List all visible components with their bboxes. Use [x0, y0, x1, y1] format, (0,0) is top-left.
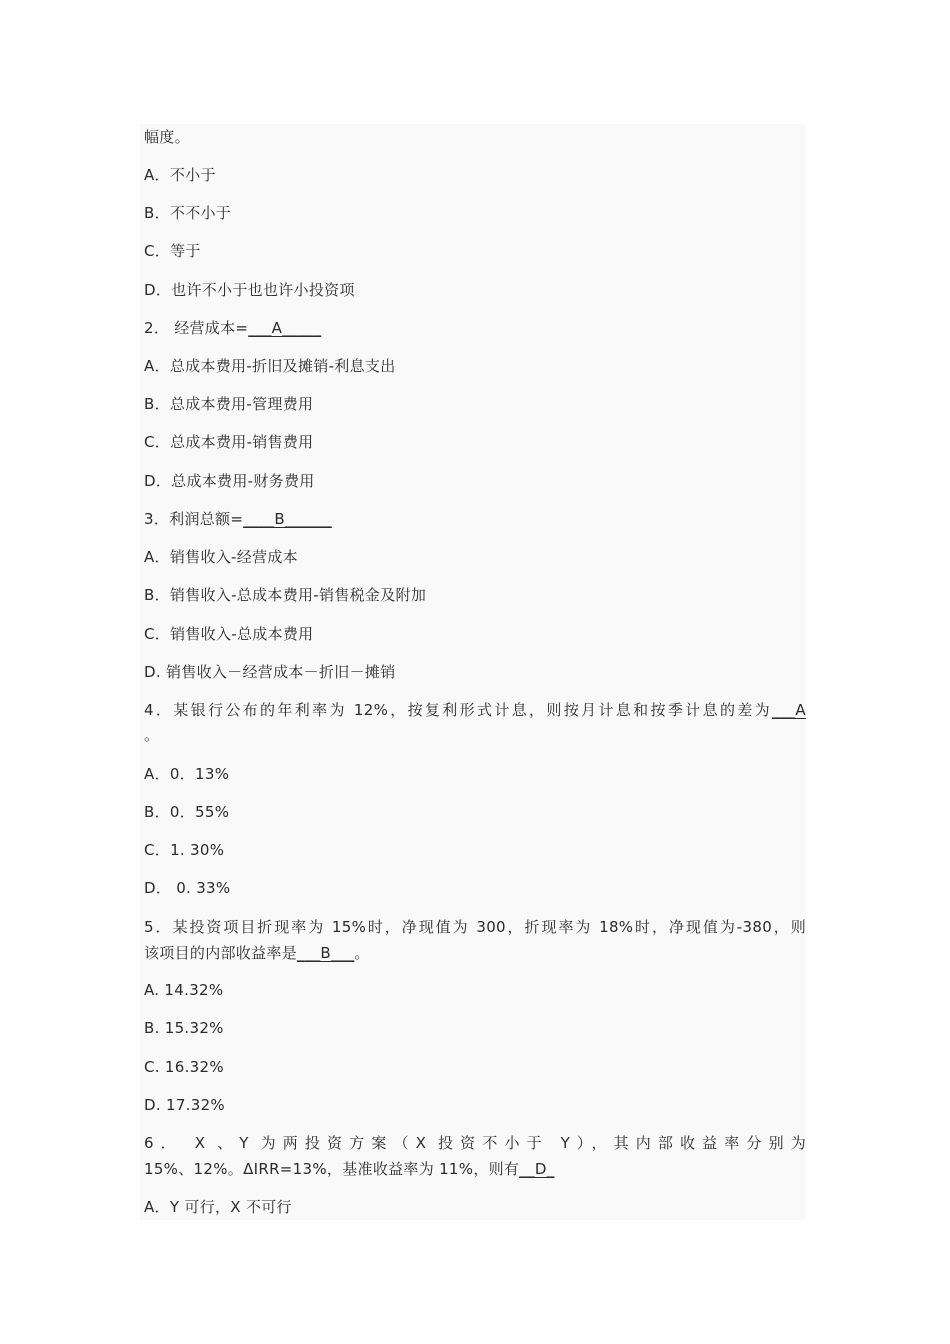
option-line: D． 0. 33%: [144, 879, 231, 897]
option-line: C．销售收入-总成本费用: [144, 625, 314, 643]
question-line: 3．利润总额=____B______: [144, 510, 332, 528]
option-line: B．不不小于: [144, 204, 232, 222]
question-line: 2． 经营成本=___A_____: [144, 319, 322, 337]
option-line: A．销售收入-经营成本: [144, 548, 298, 566]
option-line: A．0．13%: [144, 765, 230, 783]
option-line: B. 15.32%: [144, 1019, 224, 1037]
option-line: B．0．55%: [144, 803, 230, 821]
option-line: D．总成本费用-财务费用: [144, 472, 315, 490]
option-line: B．总成本费用-管理费用: [144, 395, 314, 413]
option-line: C. 16.32%: [144, 1058, 224, 1076]
option-line: A．Y 可行，X 不可行: [144, 1198, 292, 1216]
question-line: 5．某投资项目折现率为 15%时，净现值为 300，折现率为 18%时，净现值为-380，则: [144, 918, 806, 936]
text-line: 幅度。: [144, 128, 190, 146]
answer-blank: ___B___: [297, 944, 355, 962]
option-line: C．等于: [144, 242, 201, 260]
answer-blank: ___A: [772, 701, 806, 719]
option-line: C．1. 30%: [144, 841, 225, 859]
option-line: D. 17.32%: [144, 1096, 225, 1114]
option-line: A. 14.32%: [144, 981, 224, 999]
option-line: C．总成本费用-销售费用: [144, 433, 314, 451]
option-line: D. 销售收入－经营成本－折旧－摊销: [144, 663, 396, 681]
question-line: 6． X 、Y 为两投资方案（X 投资不小于 Y），其内部收益率分别为: [144, 1134, 806, 1152]
question-line: 15%、12%。ΔIRR=13%，基准收益率为 11%，则有__D_: [144, 1160, 555, 1178]
text-line: 。: [144, 726, 160, 744]
option-line: B．销售收入-总成本费用-销售税金及附加: [144, 586, 427, 604]
option-line: D．也许不小于也也许小投资项: [144, 281, 355, 299]
answer-blank: ____B______: [243, 510, 332, 528]
question-line: 该项目的内部收益率是___B___。: [144, 944, 370, 962]
answer-blank: ___A_____: [248, 319, 322, 337]
option-line: A．总成本费用-折旧及摊销-利息支出: [144, 357, 396, 375]
option-line: A．不小于: [144, 166, 216, 184]
document-body: [140, 124, 806, 1220]
question-line: 4．某银行公布的年利率为 12%，按复利形式计息，则按月计息和按季计息的差为___A: [144, 701, 806, 719]
answer-blank: __D_: [519, 1160, 555, 1178]
